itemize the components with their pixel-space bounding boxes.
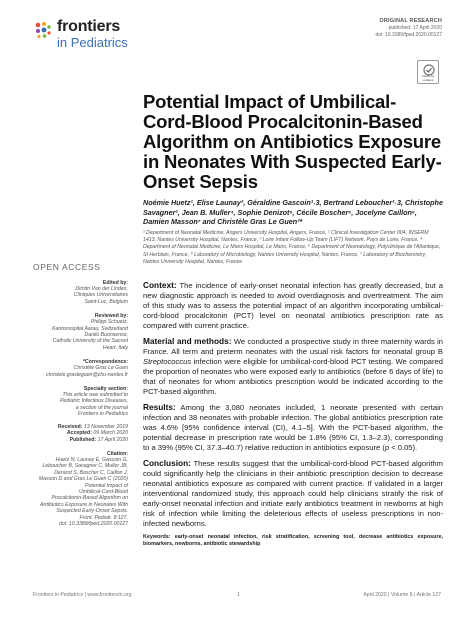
reviewed-by-line: Danilo Buonsenso, [84, 332, 128, 339]
article-type: ORIGINAL RESEARCH [379, 18, 442, 24]
abstract [143, 280, 443, 553]
received-label: Received: [57, 423, 83, 430]
citation-line: Suspected Early-Onset Sepsis. [56, 508, 128, 515]
accepted-label: Accepted: [66, 430, 92, 437]
page-number: 1 [237, 592, 240, 598]
citation-line: Potential Impact of [85, 482, 128, 489]
correspondence-email[interactable]: christele.grasleguen@chu-nantes.fr [46, 371, 128, 378]
methods-text-b: infection were eligible for umbilical-cord-blood PCT testing. We compared the proportion of neonates who were exposed early to antibiotics (before 6 days of life) to that of neonates for whom antibiotics prescription would be indicated according to the PCT-based algorithm. [143, 357, 443, 396]
citation-line: Procalcitonin-Based Algorithm on [51, 495, 128, 502]
footer-journal-link[interactable]: Frontiers in Pediatrics | www.frontiersin.org [33, 592, 132, 598]
citation-doi[interactable]: doi: 10.3389/fped.2020.00127 [59, 520, 128, 527]
reviewed-by-line: Philipp Schuetz, [90, 319, 128, 326]
results-text: Among the 3,080 neonates included, 1 neonate presented with certain infection and 38 neonates with probable infection. The global antibiotics prescription rate was 4.6% [95% confidence interval (CI), 4.1–5]. With the PCT-based algorithm, the potential decrease in prescription rate would be 1.8% (95% CI, 1.3–2.3), corresponding to a 39% (95% CI, 37.3–40.7) relative reduction in antibiotics exposure (p < 0.05). [143, 403, 443, 452]
citation-line: Huetz N, Launay E, Gascoin G, [55, 456, 128, 463]
article-meta [376, 18, 442, 39]
edited-by-label: Edited by: [102, 280, 128, 286]
published-label: Published: [69, 436, 97, 443]
abstract-context [143, 280, 443, 331]
abstract-conclusion [143, 458, 443, 529]
context-label: Context: [143, 280, 177, 290]
methods-text-a: We conducted a prospective study in three maternity wards in France. All term and preterm neonates with the usual risk factors for neonatal group B [143, 337, 443, 356]
specialty-section-label: Specialty section: [83, 386, 128, 393]
reviewed-by-line: Heart, Italy [102, 344, 128, 351]
journal-logo[interactable] [33, 18, 143, 54]
received-date: 13 November 2019 [83, 423, 128, 430]
results-label: Results: [143, 402, 176, 412]
reviewed-by-label: Reviewed by: [94, 313, 128, 320]
citation-line: Front. Pediatr. 8:127. [79, 514, 128, 521]
citation-line: Denizot S, Boscher C, Caillon J, [54, 469, 128, 476]
keywords-label: Keywords: [143, 534, 171, 540]
specialty-line: a section of the journal [75, 404, 128, 411]
badge-label: Check for updates [421, 74, 435, 82]
citation-line: Umbilical-Cord-Blood [78, 488, 128, 495]
accepted-date: 09 March 2020 [93, 430, 128, 437]
journal-brand: frontiers [57, 18, 121, 35]
conclusion-label: Conclusion: [143, 458, 191, 468]
edited-by-line: Cliniques Universitaires [73, 292, 128, 299]
author-list: Noémie Huetz¹, Elise Launay², Géraldine Gascoin¹˒3, Bertrand Leboucher¹˒3, Christophe Savagner¹, Jean B. Muller⁴, Sophie Denizot⁵, Cécile Boscher⁵, Jocelyne Caillon⁶, Damien Masson⁷ and Christèle Gras Le Guen²* [143, 198, 443, 226]
published-date-side: 17 April 2020 [97, 436, 128, 443]
citation-label: Citation: [106, 450, 128, 457]
edited-by-line: Saint-Luc, Belgium [84, 298, 128, 305]
article-doi[interactable]: doi: 10.3389/fped.2020.00127 [375, 32, 442, 38]
correspondence-name: Christèle Gras Le Guen [73, 365, 128, 372]
methods-label: Material and methods: [143, 336, 232, 346]
published-date: published: 17 April 2020 [388, 25, 442, 31]
edited-by-line: Dimitri Van der Linden, [75, 286, 128, 292]
specialty-line: Frontiers in Pediatrics [77, 411, 128, 418]
specialty-line: This article was submitted to [62, 392, 128, 399]
open-access-label: OPEN ACCESS [33, 262, 101, 272]
citation-line: Antibiotics Exposure in Neonates With [40, 501, 128, 508]
journal-section: in Pediatrics [57, 35, 128, 50]
methods-italic: Streptococcus [143, 357, 192, 366]
reviewed-by-line: Catholic University of the Sacred [52, 338, 128, 345]
reviewed-by-line: Kantonsspital Aarau, Switzerland [52, 325, 128, 332]
correspondence-label: *Correspondence: [83, 359, 128, 366]
keywords [143, 534, 443, 548]
abstract-methods [143, 336, 443, 397]
affiliations: ¹ Department of Neonatal Medicine, Angers University Hospital, Angers, France, ² Clinical Investigation Center 004, INSERM 1413, Nantes University Hospital, Nantes, France, ³ Loire Infant Follow-Up Team (LIFT) Network, Pays de Loire, France, ⁴ Department of Neonatal Medicine, Le Mans Hospital, Le Mans, France, ⁵ Department of Neonatology, Polyclinique de l'Atlantique, St Herblain, France, ⁶ Laboratory of Microbiology, Nantes University Hospital, Nantes, France, ⁷ Laboratory of Biochemistry, Nantes University Hospital, Nantes, France [143, 230, 441, 265]
article-sidebar [33, 262, 128, 527]
check-for-updates-badge[interactable] [417, 60, 439, 84]
article-title: Potential Impact of Umbilical-Cord-Blood Procalcitonin-Based Algorithm on Antibiotics Exposure in Neonates With Suspected Early-Onset Sepsis [143, 91, 442, 192]
citation-line: Leboucher B, Savagner C, Muller JB, [42, 463, 128, 470]
abstract-results [143, 402, 443, 453]
keywords-text: early-onset neonatal infection, risk stratification, screening tool, decrease antibiotics exposure, biomarkers, newborns, antibiotic stewardship [143, 534, 443, 547]
citation-line: Masson D and Gras Le Guen C (2020) [38, 476, 128, 483]
frontiers-logo-icon [33, 20, 53, 40]
context-text: The incidence of early-onset neonatal infection has greatly decreased, but a new diagnostic approach is needed to avoid overdiagnosis and overtreatment. The aim of this study was to assess the potential impact of an algorithm incorporating umbilical-cord-blood procalcitonin (PCT) level on neonatal antibiotics prescription rate as compared with current practice. [143, 281, 443, 330]
specialty-line: Pediatric Infectious Diseases, [59, 398, 128, 405]
conclusion-text: These results suggest that the umbilical-cord-blood PCT-based algorithm could significantly help the clinicians in their antibiotic prescription decision to decrease neonatal antibiotics exposure as compared with current practice. If validated in a larger interventional randomized study, this approach could help clinicians stratify the risk of early-onset neonatal infection and initiate early antibiotics treatment in newborns at high risk of infection while limiting the deleterious effects of useless prescriptions in non-infected newborns. [143, 459, 443, 528]
footer-issue-info: April 2020 | Volume 8 | Article 127 [363, 592, 441, 598]
